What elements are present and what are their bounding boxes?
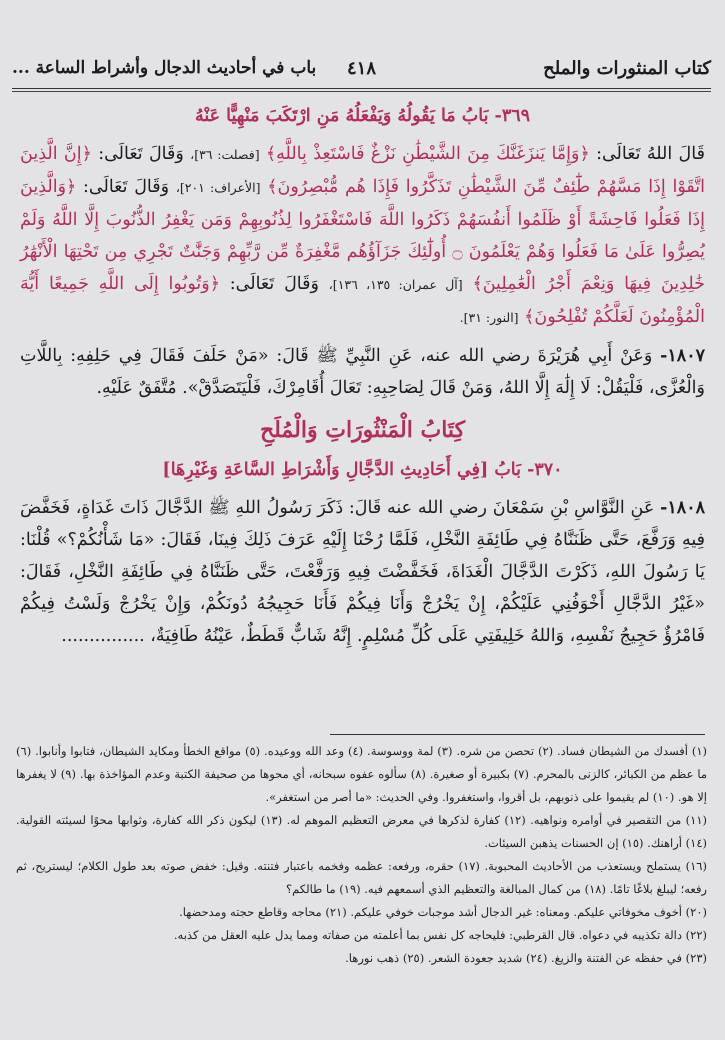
footnote-group: (٢٠) أخوف مخوفاتي عليكم. ومعناه: غير الدجال أشد موجبات خوفي عليكم. (٢١) محاجه وقاطع حجته ومدحضها. (179, 905, 707, 919)
footnote-group: (١١) من التقصير في أوامره ونواهيه. (١٢) كفارة لذكرها في معرض التعظيم الموهم له. (١٣) ليكون ذكر الله كفارة، وثوابها محوًا لسيئته القولية. (١٤) أراهنك. (١٥) إن الحسنات يذهبن السيئات. (16, 813, 707, 850)
header-rule (12, 88, 711, 89)
main-text (20, 96, 705, 652)
hadith-number-1807: ١٨٠٧- (660, 346, 705, 366)
section-369-heading: ٣٦٩- بَابُ مَا يَقُولُهُ وَيَفْعَلُهُ مَنِ ارْتَكَبَ مَنْهِيًّا عَنْهُ (194, 106, 531, 126)
verse-intro-1: قَالَ اللهُ تَعَالَى: (596, 144, 705, 164)
footnote-group: (٢٢) دالة تكذيبه في دعواه. قال القرطبي: فليحاجه كل نفس بما أعلمته من صفاته ومما يدل عليه العقل من كذبه. (173, 928, 707, 942)
quran-verse-1: ﴿وَإِمَّا يَنزَغَنَّكَ مِنَ الشَّيْطَٰنِ نَزْغٌ فَاسْتَعِذْ بِاللَّهِ﴾ (265, 144, 590, 164)
verse-ref-3: [آل عمران: ١٣٥، ١٣٦]، (328, 277, 463, 292)
hadith-1808 (20, 492, 705, 652)
verse-intro-3: وَقَالَ تَعَالَى: (83, 177, 170, 197)
verse-ref-1: [فصلت: ٣٦]، (190, 147, 260, 162)
running-header-book: كتاب المنثورات والملح (543, 58, 711, 79)
section-369-verses (20, 138, 705, 334)
section-370-heading: ٣٧٠- بَابُ [فِي أَحَادِيثِ الدَّجَّالِ وَأَشْرَاطِ السَّاعَةِ وَغَيْرِهَا] (162, 460, 563, 480)
verse-intro-2: وَقَالَ تَعَالَى: (98, 144, 184, 164)
running-header (12, 52, 711, 88)
footnote-group: (١) أفسدك من الشيطان فساد. (٢) تحصن من شره. (٣) لمة ووسوسة. (٤) وعد الله ووعيده. (٥) مواقع الخطأ ومكايد الشيطان، فتابوا وأنابوا. (٦) ما عظم من الكبائر، كالزنى بالمحرم. (٧) بكبيرة أو صغيرة. (٨) سألوه عفوه سبحانه، أي محوها من صحيفة الكتبة وعدم المؤاخذة بها. (٩) لا يغفرها إلا هو. (١٠) لم يقيموا على ذنوبهم، بل أقروا، واستغفروا. وفي الحديث: «ما أصر من استغفر». (16, 744, 708, 804)
quran-verse-2: ﴿إِنَّ الَّذِينَ اتَّقَوْا إِذَا مَسَّهُمْ طَٰٓئِفٌ مِّنَ الشَّيْطَٰنِ تَذَكَّرُوا فَإِذَا هُم مُّبْصِرُونَ﴾ (20, 144, 705, 197)
running-header-chapter: باب في أحاديث الدجال وأشراط الساعة ... (12, 58, 317, 78)
hadith-number-1808: ١٨٠٨- (660, 498, 705, 518)
hadith-1807 (20, 340, 705, 404)
footnote-rule (330, 734, 705, 735)
verse-ref-2: [الأعراف: ٢٠١]، (175, 180, 261, 195)
header-rule-secondary (12, 91, 711, 92)
footnote-group: (٢٣) في حفظه عن الفتنة والزيغ. (٢٤) شديد جعودة الشعر. (٢٥) ذهب نورها. (345, 951, 707, 965)
verse-ref-4: [النور: ٣١]. (459, 310, 519, 325)
page-number: ٤١٨ (346, 58, 377, 79)
hadith-text-1807: وَعَنْ أَبِي هُرَيْرَةَ رضي الله عنه، عَنِ النَّبِيِّ ﷺ قَالَ: «مَنْ حَلَفَ فَقَالَ فِي حَلِفِهِ: بِاللَّاتِ وَالْعُزَّى، فَلْيَقُلْ: لَا إِلَٰهَ إِلَّا اللهُ، وَمَنْ قَالَ لِصَاحِبِهِ: تَعَالَ أُقَامِرْكَ، فَلْيَتَصَدَّقْ». مُتَّفَقٌ عَلَيْهِ. (20, 346, 705, 398)
quran-verse-3: ﴿وَالَّذِينَ إِذَا فَعَلُوا فَاحِشَةً أَوْ ظَلَمُوا أَنفُسَهُمْ ذَكَرُوا اللَّهَ فَاسْتَغْفَرُوا لِذُنُوبِهِمْ وَمَن يَغْفِرُ الذُّنُوبَ إِلَّا اللَّهُ وَلَمْ يُصِرُّوا عَلَىٰ مَا فَعَلُوا وَهُمْ يَعْلَمُونَ ۝ أُولَٰٓئِكَ جَزَآؤُهُم مَّغْفِرَةٌ مِّن رَّبِّهِمْ وَجَنَّٰتٌ تَجْرِي مِن تَحْتِهَا الْأَنْهَٰرُ خَٰلِدِينَ فِيهَا وَنِعْمَ أَجْرُ الْعَٰمِلِينَ﴾ (20, 177, 705, 294)
book-title: كِتَابُ الْمَنْثُورَاتِ وَالْمُلَحِ (259, 417, 466, 443)
hadith-text-1808: عَنِ النَّوَّاسِ بْنِ سَمْعَانَ رضي الله عنه قَالَ: ذَكَرَ رَسُولُ اللهِ ﷺ الدَّجَّالَ ذَاتَ غَدَاةٍ، فَخَفَّضَ فِيهِ وَرَفَّعَ، حَتَّى ظَنَنَّاهُ فِي طَائِفَةِ النَّخْلِ، فَلَمَّا رُحْنَا إِلَيْهِ عَرَفَ ذَلِكَ فِينَا، فَقَالَ: «مَا شَأْنُكُمْ؟» قُلْنَا: يَا رَسُولَ اللهِ، ذَكَرْتَ الدَّجَّالَ الْغَدَاةَ، فَخَفَّضْتَ فِيهِ وَرَفَّعْتَ، حَتَّى ظَنَنَّاهُ فِي طَائِفَةِ النَّخْلِ، فَقَالَ: «غَيْرُ الدَّجَّالِ أَخْوَفُنِي عَلَيْكُمْ، إِنْ يَخْرُجْ وَأَنَا فِيكُمْ فَأَنَا حَجِيجُهُ دُونَكُمْ، وَإِنْ يَخْرُجْ وَلَسْتُ فِيكُمْ فَامْرُؤٌ حَجِيجُ نَفْسِهِ، وَاللهُ خَلِيفَتِي عَلَى كُلِّ مُسْلِمٍ. إِنَّهُ شَابٌّ قَطَطٌ، عَيْنُهُ طَافِيَةٌ، ............... (20, 498, 705, 646)
verse-intro-4: وَقَالَ تَعَالَى: (229, 274, 319, 294)
footnotes (16, 740, 707, 970)
footnote-group: (١٦) يستملح ويستعذب من الأحاديث المحبوبة. (١٧) حقره، ورفعه: عظمه وفخمه باعتبار فتنته. وقيل: خفض صوته بعد طول الكلام؛ ليستريح، ثم رفعه؛ ليبلغ بلاغًا تامًا. (١٨) من كمال المبالغة والتعظيم الذي أسمعهم فيه. (١٩) ما طالكم؟ (16, 859, 707, 896)
quran-verse-4: ﴿وَتُوبُوا إِلَى اللَّهِ جَمِيعًا أَيُّهَ الْمُؤْمِنُونَ لَعَلَّكُمْ تُفْلِحُونَ﴾ (20, 274, 705, 327)
